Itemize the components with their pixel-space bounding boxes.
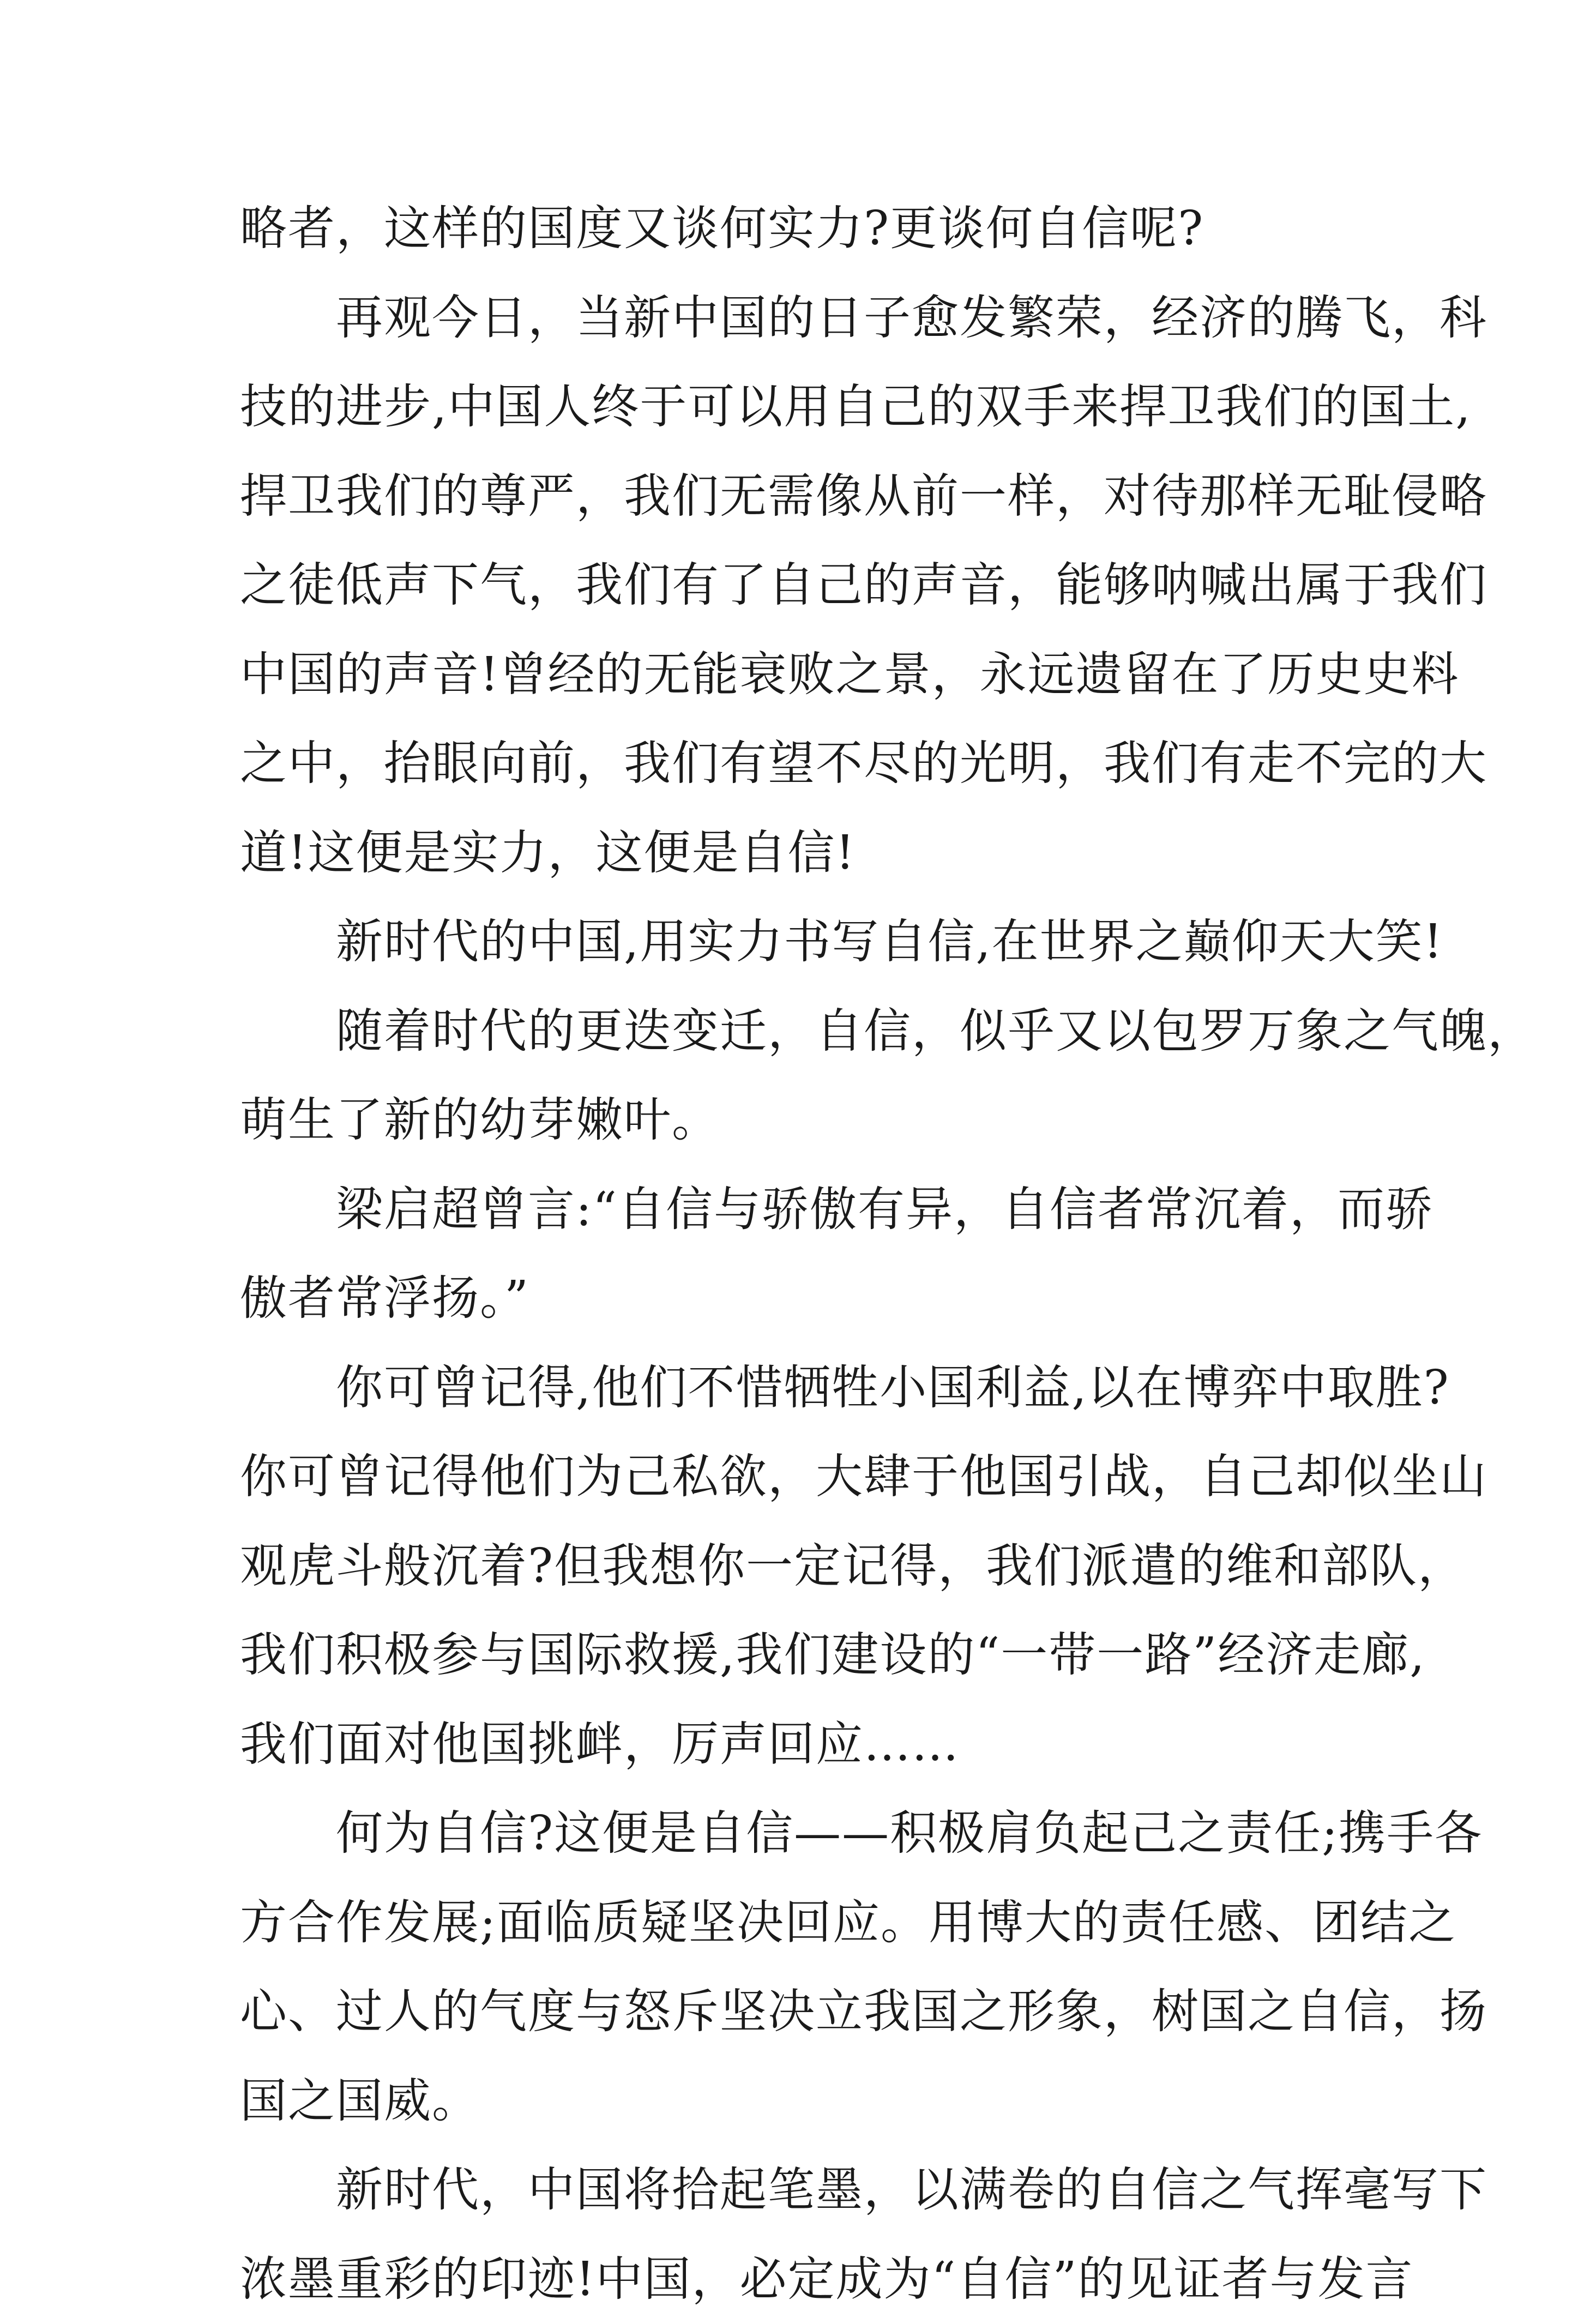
text-line: 中国的声音!曾经的无能衰败之景，永远遗留在了历史史料: [240, 630, 1385, 720]
text-line: 何为自信?这便是自信——积极肩负起己之责任;携手各: [240, 1789, 1385, 1879]
text-line: 心、过人的气度与怒斥坚决立我国之形象，树国之自信，扬: [240, 1967, 1385, 2057]
text-line: 之徒低声下气，我们有了自己的声音，能够呐喊出属于我们: [240, 541, 1385, 630]
text-line: 随着时代的更迭变迁，自信，似乎又以包罗万象之气魄，: [240, 987, 1385, 1076]
essay-body: [240, 184, 1385, 2324]
text-line: 道!这便是实力，这便是自信!: [240, 809, 1385, 898]
text-line: 捍卫我们的尊严，我们无需像从前一样，对待那样无耻侵略: [240, 452, 1385, 541]
text-line: 略者，这样的国度又谈何实力?更谈何自信呢?: [240, 184, 1385, 274]
text-line: 萌生了新的幼芽嫩叶。: [240, 1076, 1385, 1165]
text-line: 方合作发展;面临质疑坚决回应。用博大的责任感、团结之: [240, 1879, 1385, 1968]
text-line: 梁启超曾言:“自信与骄傲有异，自信者常沉着，而骄: [240, 1165, 1385, 1255]
text-line: 傲者常浮扬。”: [240, 1254, 1385, 1344]
text-line: 之中，抬眼向前，我们有望不尽的光明，我们有走不完的大: [240, 719, 1385, 809]
text-line: 新时代的中国,用实力书写自信,在世界之巅仰天大笑!: [240, 898, 1385, 987]
text-line: 技的进步,中国人终于可以用自己的双手来捍卫我们的国土,: [240, 363, 1385, 452]
text-line: 我们积极参与国际救援,我们建设的“一带一路”经济走廊,: [240, 1611, 1385, 1700]
text-line: 再观今日，当新中国的日子愈发繁荣，经济的腾飞，科: [240, 274, 1385, 363]
text-line: 国之国威。: [240, 2057, 1385, 2146]
text-line: 我们面对他国挑衅，厉声回应……: [240, 1700, 1385, 1790]
text-line: 你可曾记得他们为己私欲，大肆于他国引战，自己却似坐山: [240, 1432, 1385, 1522]
text-line: 观虎斗般沉着?但我想你一定记得，我们派遣的维和部队，: [240, 1522, 1385, 1611]
text-line: 新时代，中国将拾起笔墨，以满卷的自信之气挥毫写下: [240, 2146, 1385, 2235]
text-line: 你可曾记得,他们不惜牺牲小国利益,以在博弈中取胜?: [240, 1344, 1385, 1433]
text-line: 浓墨重彩的印迹!中国，必定成为“自信”的见证者与发言: [240, 2235, 1385, 2324]
